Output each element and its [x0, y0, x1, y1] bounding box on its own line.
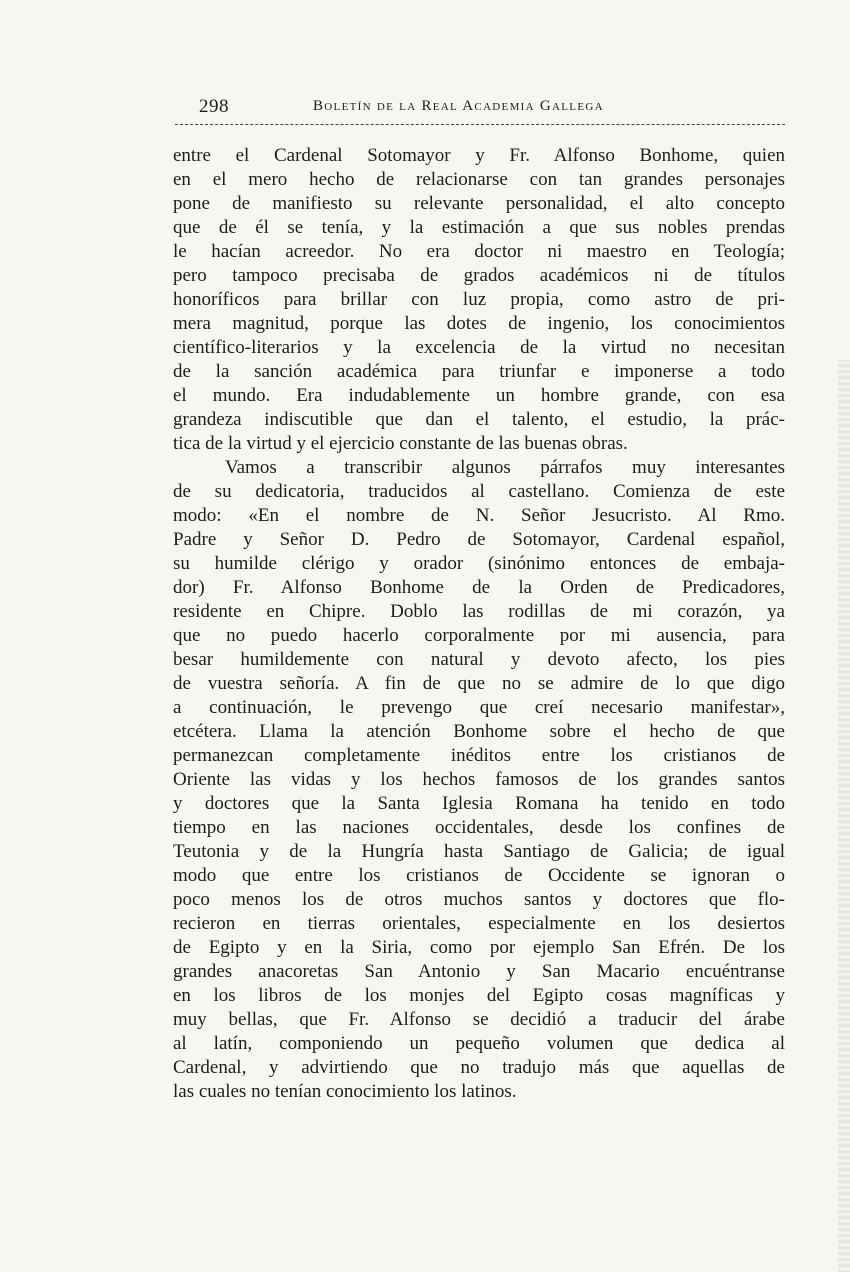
text-line: residente en Chipre. Doblo las rodillas de mi corazón, ya: [173, 601, 785, 622]
text-line: tica de la virtud y el ejercicio constante de las buenas obras.: [173, 433, 628, 454]
text-line: modo: «En el nombre de N. Señor Jesucristo. Al Rmo.: [173, 505, 785, 526]
page-header: [173, 96, 785, 120]
paragraph: [173, 144, 785, 456]
text-line: que no puedo hacerlo corporalmente por mi ausencia, para: [173, 625, 785, 646]
text-line: entre el Cardenal Sotomayor y Fr. Alfonso Bonhome, quien: [173, 145, 785, 166]
text-line: grandes anacoretas San Antonio y San Macario encuéntranse: [173, 961, 785, 982]
text-line: Teutonia y de la Hungría hasta Santiago de Galicia; de igual: [173, 841, 785, 862]
text-line: que de él se tenía, y la estimación a que sus nobles prendas: [173, 217, 785, 238]
text-line: de vuestra señoría. A fin de que no se admire de lo que digo: [173, 673, 785, 694]
text-line: su humilde clérigo y orador (sinónimo entonces de embaja-: [173, 553, 785, 574]
text-line: a continuación, le prevengo que creí necesario manifestar»,: [173, 697, 785, 718]
text-line: honoríficos para brillar con luz propia, como astro de pri-: [173, 289, 785, 310]
text-line: el mundo. Era indudablemente un hombre grande, con esa: [173, 385, 785, 406]
paragraph: [173, 456, 785, 1104]
body-text: [173, 144, 785, 1104]
text-line: etcétera. Llama la atención Bonhome sobre el hecho de que: [173, 721, 785, 742]
header-rule: [175, 124, 785, 125]
text-line: las cuales no tenían conocimiento los latinos.: [173, 1081, 517, 1102]
page-number: 298: [199, 96, 229, 117]
text-line: Cardenal, y advirtiendo que no tradujo más que aquellas de: [173, 1057, 785, 1078]
text-line: muy bellas, que Fr. Alfonso se decidió a traducir del árabe: [173, 1009, 785, 1030]
text-line: mera magnitud, porque las dotes de ingenio, los conocimientos: [173, 313, 785, 334]
text-line: permanezcan completamente inéditos entre los cristianos de: [173, 745, 785, 766]
text-line: dor) Fr. Alfonso Bonhome de la Orden de Predicadores,: [173, 577, 785, 598]
text-line: científico-literarios y la excelencia de la virtud no necesitan: [173, 337, 785, 358]
text-line: recieron en tierras orientales, especialmente en los desiertos: [173, 913, 785, 934]
text-line: de Egipto y en la Siria, como por ejemplo San Efrén. De los: [173, 937, 785, 958]
page-edge-shadow: [838, 360, 850, 1272]
running-title: Boletín de la Real Academia Gallega: [313, 98, 604, 114]
text-line: besar humildemente con natural y devoto afecto, los pies: [173, 649, 785, 670]
text-line: al latín, componiendo un pequeño volumen que dedica al: [173, 1033, 785, 1054]
text-line: en los libros de los monjes del Egipto cosas magníficas y: [173, 985, 785, 1006]
text-line: en el mero hecho de relacionarse con tan grandes personajes: [173, 169, 785, 190]
text-line: grandeza indiscutible que dan el talento, el estudio, la prác-: [173, 409, 785, 430]
text-line: poco menos los de otros muchos santos y doctores que flo-: [173, 889, 785, 910]
text-line: Oriente las vidas y los hechos famosos de los grandes santos: [173, 769, 785, 790]
text-line: modo que entre los cristianos de Occidente se ignoran o: [173, 865, 785, 886]
text-line: de la sanción académica para triunfar e imponerse a todo: [173, 361, 785, 382]
text-line: y doctores que la Santa Iglesia Romana ha tenido en todo: [173, 793, 785, 814]
text-line: pone de manifiesto su relevante personalidad, el alto concepto: [173, 193, 785, 214]
text-line: tiempo en las naciones occidentales, desde los confines de: [173, 817, 785, 838]
text-line: pero tampoco precisaba de grados académicos ni de títulos: [173, 265, 785, 286]
text-line: le hacían acreedor. No era doctor ni maestro en Teología;: [173, 241, 785, 262]
text-line: Padre y Señor D. Pedro de Sotomayor, Cardenal español,: [173, 529, 785, 550]
text-line: de su dedicatoria, traducidos al castellano. Comienza de este: [173, 481, 785, 502]
text-line: Vamos a transcribir algunos párrafos muy interesantes: [225, 457, 785, 478]
